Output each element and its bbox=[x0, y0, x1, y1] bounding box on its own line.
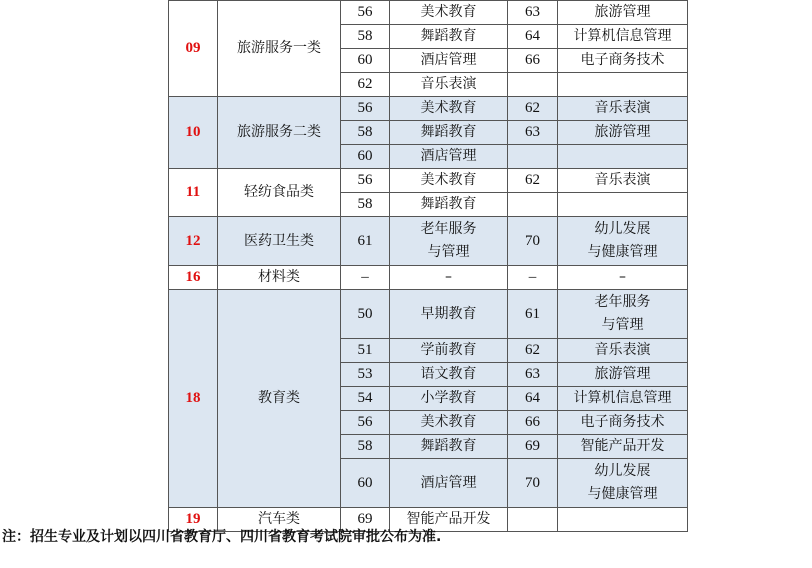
major-name-right: 电子商务技术 bbox=[558, 411, 688, 435]
major-name-right-line1: 老年服务 bbox=[594, 294, 651, 310]
major-name-left-line2: 与管理 bbox=[427, 244, 470, 260]
major-name-left: 音乐表演 bbox=[390, 73, 508, 97]
major-code-left: 58 bbox=[341, 435, 390, 459]
major-code-right: 64 bbox=[508, 25, 558, 49]
major-name-right-line1: 幼儿发展 bbox=[594, 221, 651, 237]
major-name-right: 电子商务技术 bbox=[558, 49, 688, 73]
category-code: 18 bbox=[169, 290, 218, 508]
category-code: 10 bbox=[169, 97, 218, 169]
major-code-left: 51 bbox=[341, 339, 390, 363]
major-name-left-line1: 老年服务 bbox=[420, 221, 477, 237]
major-code-right: 62 bbox=[508, 97, 558, 121]
major-name-right bbox=[558, 459, 688, 508]
major-name-left: 酒店管理 bbox=[390, 145, 508, 169]
major-name-left: 舞蹈教育 bbox=[390, 193, 508, 217]
major-code-right: 66 bbox=[508, 411, 558, 435]
major-code-right bbox=[508, 73, 558, 97]
major-name-right: 智能产品开发 bbox=[558, 435, 688, 459]
major-name-right bbox=[558, 217, 688, 266]
major-name-right: 音乐表演 bbox=[558, 97, 688, 121]
major-code-right bbox=[508, 508, 558, 532]
major-code-left: 60 bbox=[341, 49, 390, 73]
major-code-right: 69 bbox=[508, 435, 558, 459]
major-name-left: 美术教育 bbox=[390, 97, 508, 121]
major-code-left: 58 bbox=[341, 25, 390, 49]
major-code-left: 60 bbox=[341, 459, 390, 508]
category-code: 19 bbox=[169, 508, 218, 532]
major-name-left: 语文教育 bbox=[390, 363, 508, 387]
major-code-right: 66 bbox=[508, 49, 558, 73]
major-code-right: 70 bbox=[508, 217, 558, 266]
category-name: 材料类 bbox=[218, 266, 341, 290]
table-body bbox=[169, 1, 688, 532]
major-code-right: 63 bbox=[508, 363, 558, 387]
category-name: 轻纺食品类 bbox=[218, 169, 341, 217]
major-code-left: 54 bbox=[341, 387, 390, 411]
major-code-right: 64 bbox=[508, 387, 558, 411]
major-name-left: 美术教育 bbox=[390, 411, 508, 435]
major-name-left: 酒店管理 bbox=[390, 49, 508, 73]
major-name-right-line2: 与健康管理 bbox=[587, 244, 658, 260]
major-name-left: 美术教育 bbox=[390, 169, 508, 193]
major-name-right: 音乐表演 bbox=[558, 169, 688, 193]
major-name-left: 学前教育 bbox=[390, 339, 508, 363]
major-code-left: 53 bbox=[341, 363, 390, 387]
major-name-left: 舞蹈教育 bbox=[390, 435, 508, 459]
major-name-left: 舞蹈教育 bbox=[390, 121, 508, 145]
major-code-right: 61 bbox=[508, 290, 558, 339]
major-name-right bbox=[558, 193, 688, 217]
category-code: 12 bbox=[169, 217, 218, 266]
major-name-left: 早期教育 bbox=[390, 290, 508, 339]
major-code-right bbox=[508, 145, 558, 169]
major-code-right bbox=[508, 193, 558, 217]
table-row bbox=[169, 1, 688, 25]
major-name-right bbox=[558, 73, 688, 97]
major-code-left: – bbox=[341, 266, 390, 290]
major-code-left: 61 bbox=[341, 217, 390, 266]
major-code-right: 63 bbox=[508, 1, 558, 25]
major-code-right: 63 bbox=[508, 121, 558, 145]
category-name: 教育类 bbox=[218, 290, 341, 508]
major-code-left: 58 bbox=[341, 121, 390, 145]
major-name-right: 旅游管理 bbox=[558, 363, 688, 387]
major-name-right bbox=[558, 145, 688, 169]
major-name-left: 酒店管理 bbox=[390, 459, 508, 508]
major-code-right: 62 bbox=[508, 339, 558, 363]
major-plan-table bbox=[168, 0, 688, 532]
major-name-right-line1: 幼儿发展 bbox=[594, 463, 651, 479]
major-name-right: 计算机信息管理 bbox=[558, 25, 688, 49]
major-name-right: 音乐表演 bbox=[558, 339, 688, 363]
major-name-right bbox=[558, 508, 688, 532]
category-code: 16 bbox=[169, 266, 218, 290]
major-name-right-line2: 与健康管理 bbox=[587, 486, 658, 502]
major-name-left: 小学教育 bbox=[390, 387, 508, 411]
major-name-right-line2: 与管理 bbox=[601, 317, 644, 333]
major-name-right: 旅游管理 bbox=[558, 1, 688, 25]
major-name-left: 舞蹈教育 bbox=[390, 25, 508, 49]
table-row bbox=[169, 290, 688, 339]
table-row bbox=[169, 169, 688, 193]
table-row bbox=[169, 97, 688, 121]
major-code-left: 62 bbox=[341, 73, 390, 97]
major-code-right: 62 bbox=[508, 169, 558, 193]
category-code: 09 bbox=[169, 1, 218, 97]
table-row bbox=[169, 266, 688, 290]
major-name-left: – bbox=[390, 266, 508, 290]
category-name: 汽车类 bbox=[218, 508, 341, 532]
major-name-right: 计算机信息管理 bbox=[558, 387, 688, 411]
category-name: 旅游服务一类 bbox=[218, 1, 341, 97]
category-code: 11 bbox=[169, 169, 218, 217]
major-name-right: 旅游管理 bbox=[558, 121, 688, 145]
category-name: 医药卫生类 bbox=[218, 217, 341, 266]
major-code-left: 60 bbox=[341, 145, 390, 169]
major-code-left: 56 bbox=[341, 97, 390, 121]
major-code-right: – bbox=[508, 266, 558, 290]
major-name-left: 智能产品开发 bbox=[390, 508, 508, 532]
major-code-left: 50 bbox=[341, 290, 390, 339]
major-code-left: 56 bbox=[341, 1, 390, 25]
major-code-left: 56 bbox=[341, 411, 390, 435]
major-name-left: 美术教育 bbox=[390, 1, 508, 25]
footnote: 注：招生专业及计划以四川省教育厅、四川省教育考试院审批公布为准. bbox=[2, 529, 442, 545]
major-code-left: 58 bbox=[341, 193, 390, 217]
table-row bbox=[169, 217, 688, 266]
major-code-left: 56 bbox=[341, 169, 390, 193]
major-name-right: – bbox=[558, 266, 688, 290]
category-name: 旅游服务二类 bbox=[218, 97, 341, 169]
major-code-left: 69 bbox=[341, 508, 390, 532]
major-name-right bbox=[558, 290, 688, 339]
major-name-left bbox=[390, 217, 508, 266]
major-code-right: 70 bbox=[508, 459, 558, 508]
